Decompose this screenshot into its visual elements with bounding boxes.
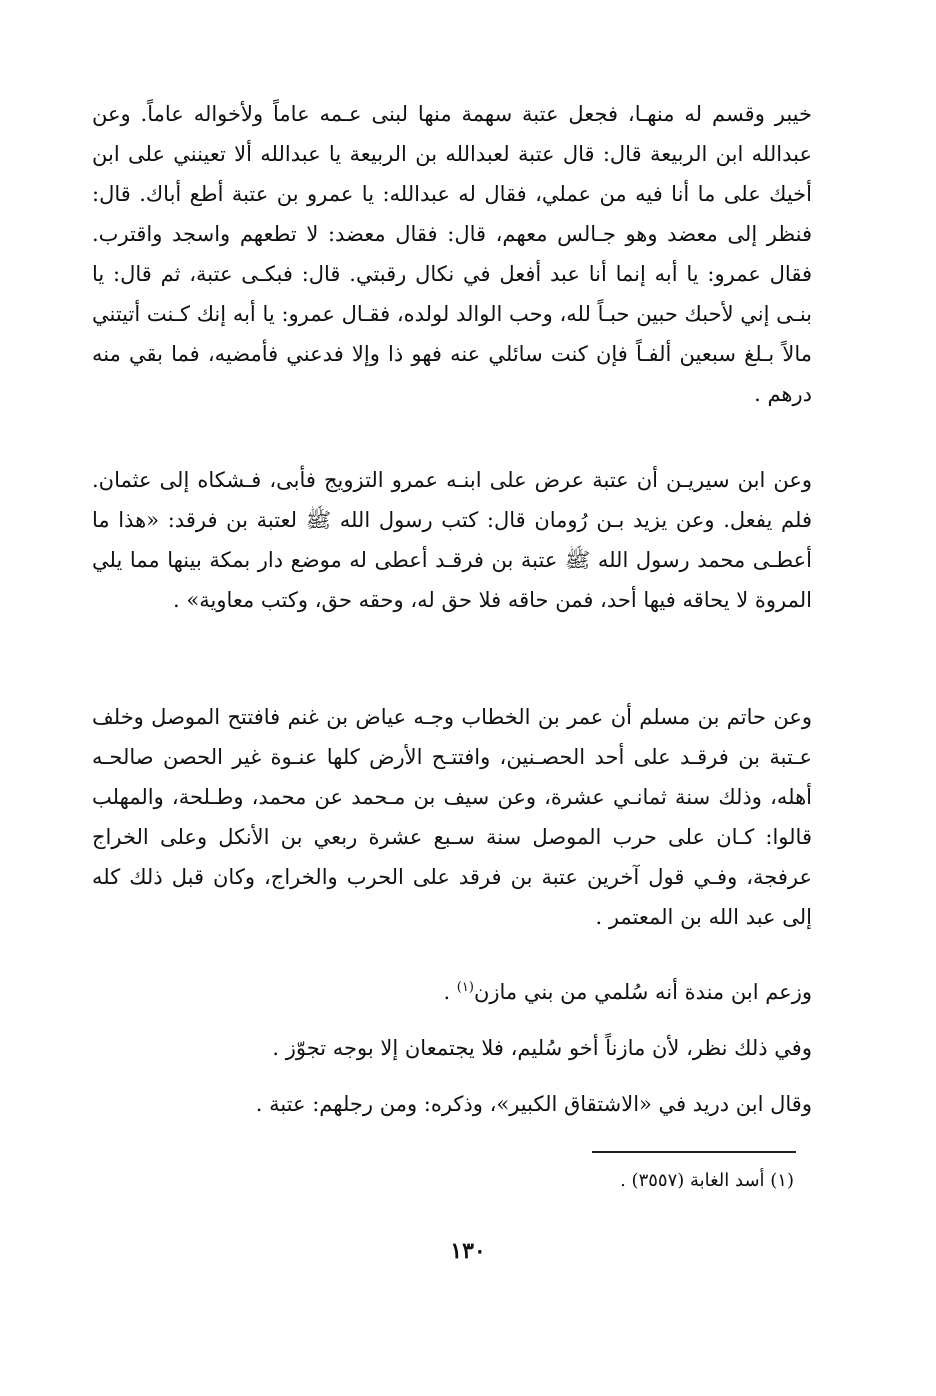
footnote: (١) أسد الغابة (٣٥٥٧) . xyxy=(620,1170,794,1191)
paragraph-1 xyxy=(92,94,812,414)
short-line-1 xyxy=(92,968,812,1012)
short-line-3: وقال ابن دريد في «الاشتقاق الكبير»، وذكره: ومن رجلهم: عتبة . xyxy=(255,1092,812,1116)
page-number: ١٣٠ xyxy=(450,1238,486,1264)
footnote-divider xyxy=(592,1151,796,1153)
short-lines-block xyxy=(92,968,812,1140)
footnote-reference: (١) xyxy=(456,980,474,995)
short-line-text: وزعم ابن مندة أنه سُلمي من بني مازن xyxy=(473,980,812,1004)
paragraph-text: وعن ابن سيريـن أن عتبة عرض على ابنـه عمرو التزويج فأبى، فـشكاه إلى عثمان. فلم يفعل. وعن يزيد بـن رُومان قال: كتب رسول الله ﷺ لعتبة بن فرقد: «هذا ما أعطـى محمد رسول الله ﷺ عتبة بن فرقـد أعطى له موضع دار بمكة بينها مما يلي المروة لا يحاقه فيها أحد، فمن حاقه فلا حق له، وحقه حق، وكتب معاوية» . xyxy=(92,468,812,612)
short-line-2: وفي ذلك نظر، لأن مازناً أخو سُليم، فلا يجتمعان إلا بوجه تجوّز . xyxy=(272,1036,812,1060)
paragraph-text: خيبر وقسم له منهـا، فجعل عتبة سهمة منها لبنى عـمه عاماً ولأخواله عاماً. وعن عبدالله ابن الربيعة قال: قال عتبة لعبدالله بن الربيعة يا عبدالله ألا تعينني على ابن أخيك على ما أنا فيه من عملي، فقال له عبدالله: يا عمرو بن عتبة أطع أباك. قال: فنظر إلى معضد وهو جـالس معهم، قال: فقال معضد: لا تطعهم واسجد واقترب. فقال عمرو: يا أبه إنما أنا عبد أفعل في نكال رقبتي. قال: فبكـى عتبة، ثم قال: يا بنـى إني لأحبك حبين حبـاً لله، وحب الوالد لولده، فقـال عمرو: يا أبه إنك كـنت أتيتني مالاً بـلغ سبعين ألفـاً فإن كنت سائلي عنه فهو ذا وإلا فدعني فأمضيه، فما بقي منه درهم . xyxy=(92,102,812,406)
paragraph-3 xyxy=(92,697,812,937)
paragraph-2 xyxy=(92,460,812,620)
short-line-tail: . xyxy=(443,980,457,1004)
paragraph-text: وعن حاتم بن مسلم أن عمر بن الخطاب وجـه عياض بن غنم فافتتح الموصل وخلف عـتبة بن فرقـد على أحد الحصـنين، وافتتـح الأرض كلها عنـوة غير الحصن صالحـه أهله، وذلك سنة ثمانـي عشرة، وعن سيف بن مـحمد عن محمد، وطـلحة، والمهلب قالوا: كـان على حرب الموصل سنة سـبع عشرة ربعي بن الأنكل وعلى الخراج عرفجة، وفـي قول آخرين عتبة بن فرقد على الحرب والخراج، وكان قبل ذلك كله إلى عبد الله بن المعتمر . xyxy=(92,705,812,929)
